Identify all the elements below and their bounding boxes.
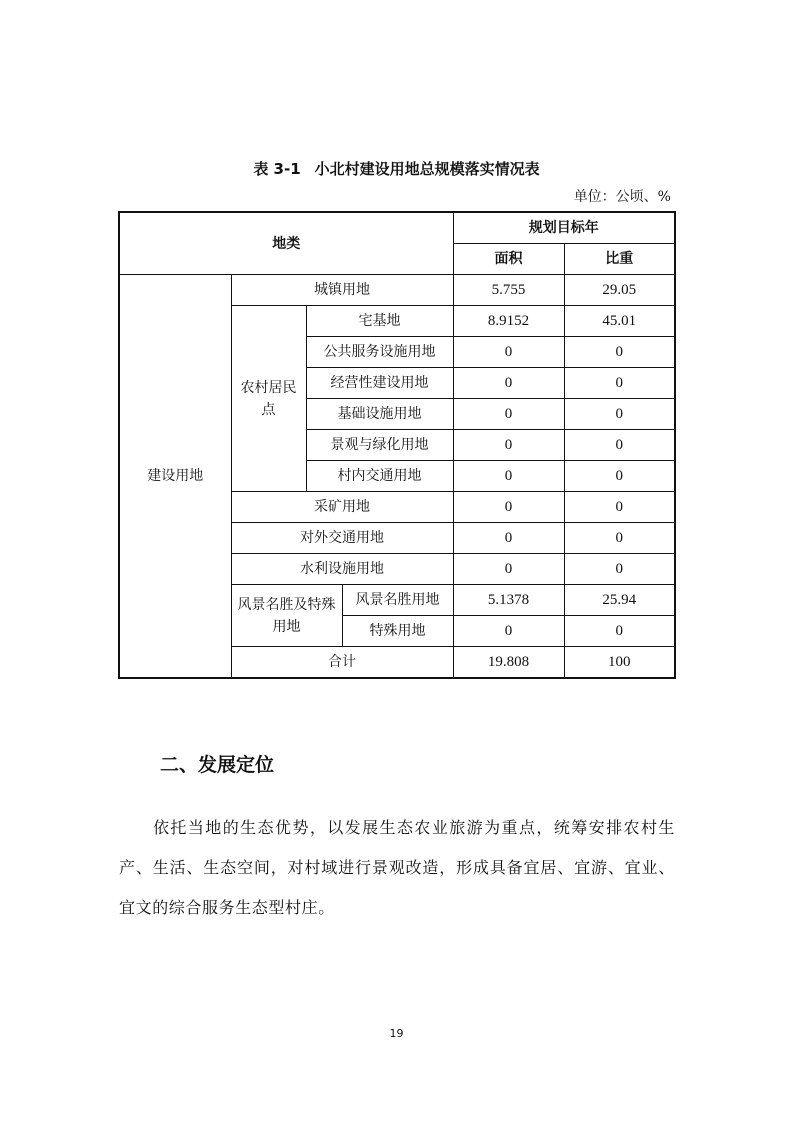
- header-category: 地类: [119, 212, 453, 275]
- header-area: 面积: [453, 244, 564, 275]
- row-area: 0: [453, 430, 564, 461]
- table-caption-number: 表 3-1: [253, 160, 301, 178]
- row-proportion: 0: [564, 368, 675, 399]
- row-label: 基础设施用地: [306, 399, 453, 430]
- row-area: 0: [453, 523, 564, 554]
- row-proportion: 0: [564, 430, 675, 461]
- row-area: 0: [453, 399, 564, 430]
- row-proportion: 0: [564, 616, 675, 647]
- row-area: 0: [453, 492, 564, 523]
- row-proportion: 0: [564, 461, 675, 492]
- row-proportion: 0: [564, 554, 675, 585]
- header-target-year: 规划目标年: [453, 212, 675, 244]
- row-label: 景观与绿化用地: [306, 430, 453, 461]
- unit-label: 单位：公顷、%: [573, 189, 671, 205]
- table-header-row: [119, 212, 675, 244]
- page-number: 19: [389, 1027, 404, 1040]
- row-label: 村内交通用地: [306, 461, 453, 492]
- header-proportion: 比重: [564, 244, 675, 275]
- table-caption-title: 小北村建设用地总规模落实情况表: [314, 160, 540, 178]
- row-label: 宅基地: [306, 306, 453, 337]
- body-paragraph: 依托当地的生态优势，以发展生态农业旅游为重点，统筹安排农村生产、生活、生态空间，对村域进行景观改造，形成具备宜居、宜游、宜业、宜文的综合服务生态型村庄。: [119, 818, 675, 917]
- row-proportion: 0: [564, 523, 675, 554]
- group-rural-settlement: 农村居民点: [231, 306, 306, 492]
- row-label: 经营性建设用地: [306, 368, 453, 399]
- row-proportion: 0: [564, 399, 675, 430]
- row-label: 对外交通用地: [231, 523, 453, 554]
- row-label: 风景名胜用地: [342, 585, 453, 616]
- total-proportion: 100: [564, 647, 675, 679]
- land-use-table: [118, 211, 676, 679]
- row-area: 0: [453, 554, 564, 585]
- group-scenic-special: 风景名胜及特殊用地: [231, 585, 342, 647]
- row-label: 采矿用地: [231, 492, 453, 523]
- row-area: 5.1378: [453, 585, 564, 616]
- table-caption: [0, 158, 793, 179]
- row-proportion: 29.05: [564, 275, 675, 306]
- table-row: [119, 275, 675, 306]
- section-heading: 二、发展定位: [160, 754, 275, 776]
- row-area: 0: [453, 461, 564, 492]
- row-label: 水利设施用地: [231, 554, 453, 585]
- row-proportion: 0: [564, 492, 675, 523]
- total-area: 19.808: [453, 647, 564, 679]
- row-proportion: 45.01: [564, 306, 675, 337]
- row-area: 0: [453, 368, 564, 399]
- row-proportion: 0: [564, 337, 675, 368]
- row-label: 特殊用地: [342, 616, 453, 647]
- row-label: 城镇用地: [231, 275, 453, 306]
- row-proportion: 25.94: [564, 585, 675, 616]
- total-label: 合计: [231, 647, 453, 679]
- row-area: 0: [453, 337, 564, 368]
- row-label: 公共服务设施用地: [306, 337, 453, 368]
- row-area: 8.9152: [453, 306, 564, 337]
- row-area: 5.755: [453, 275, 564, 306]
- group-construction-land: 建设用地: [119, 275, 231, 679]
- row-area: 0: [453, 616, 564, 647]
